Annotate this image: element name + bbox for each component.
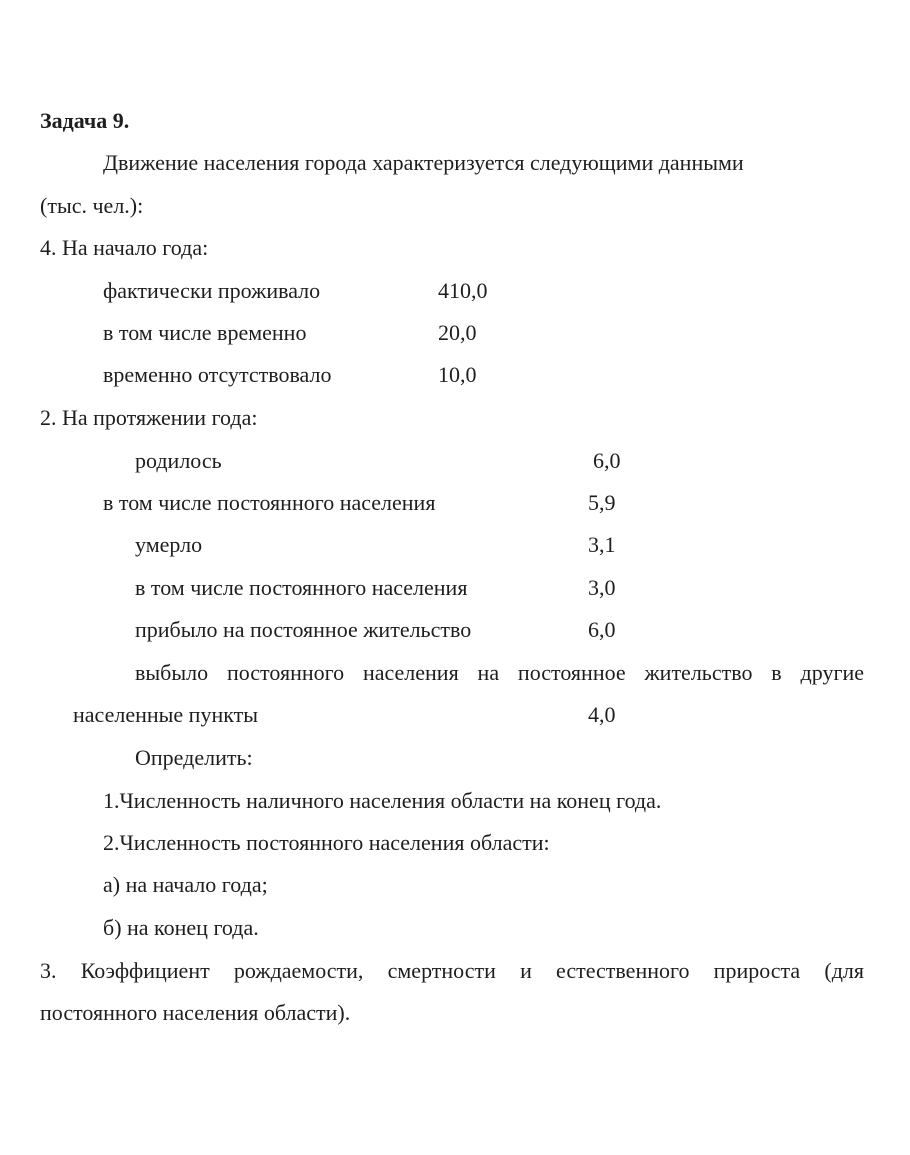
row-value: 4,0 (588, 702, 616, 727)
task-item-3-line-1: 3. Коэффициент рождаемости, смертности и естественного прироста (для (40, 958, 864, 983)
task-item-2a: а) на начало года; (103, 872, 268, 897)
intro-line-2: (тыс. чел.): (40, 193, 144, 218)
row-label: умерло (135, 532, 203, 557)
task-heading: Определить: (135, 745, 253, 770)
task-item-1: 1.Численность наличного населения области на конец года. (103, 788, 662, 813)
document-title: Задача 9. (40, 108, 130, 133)
row-value: 5,9 (588, 490, 616, 515)
row-value: 3,1 (588, 532, 616, 557)
row-value: 6,0 (588, 617, 616, 642)
row-value: 410,0 (438, 278, 488, 303)
row-value: 3,0 (588, 575, 616, 600)
row-label: фактически проживало (103, 278, 321, 303)
row-label: родилось (135, 448, 222, 473)
intro-line-1: Движение населения города характеризуется следующими данными (103, 150, 744, 175)
departed-line-1: выбыло постоянного населения на постоянное жительство в другие (135, 660, 864, 685)
row-value: 6,0 (593, 448, 621, 473)
row-label: в том числе постоянного населения (103, 490, 436, 515)
row-label: временно отсутствовало (103, 362, 332, 387)
row-label: в том числе постоянного населения (135, 575, 468, 600)
row-value: 10,0 (438, 362, 477, 387)
row-label: в том числе временно (103, 320, 307, 345)
section1-heading: 4. На начало года: (40, 235, 209, 260)
row-label: прибыло на постоянное жительство (135, 617, 472, 642)
task-item-2: 2.Численность постоянного населения области: (103, 830, 550, 855)
row-label: населенные пункты (73, 702, 259, 727)
task-item-3-line-2: постоянного населения области). (40, 1000, 351, 1025)
section2-heading: 2. На протяжении года: (40, 405, 258, 430)
task-item-2b: б) на конец года. (103, 915, 259, 940)
row-value: 20,0 (438, 320, 477, 345)
